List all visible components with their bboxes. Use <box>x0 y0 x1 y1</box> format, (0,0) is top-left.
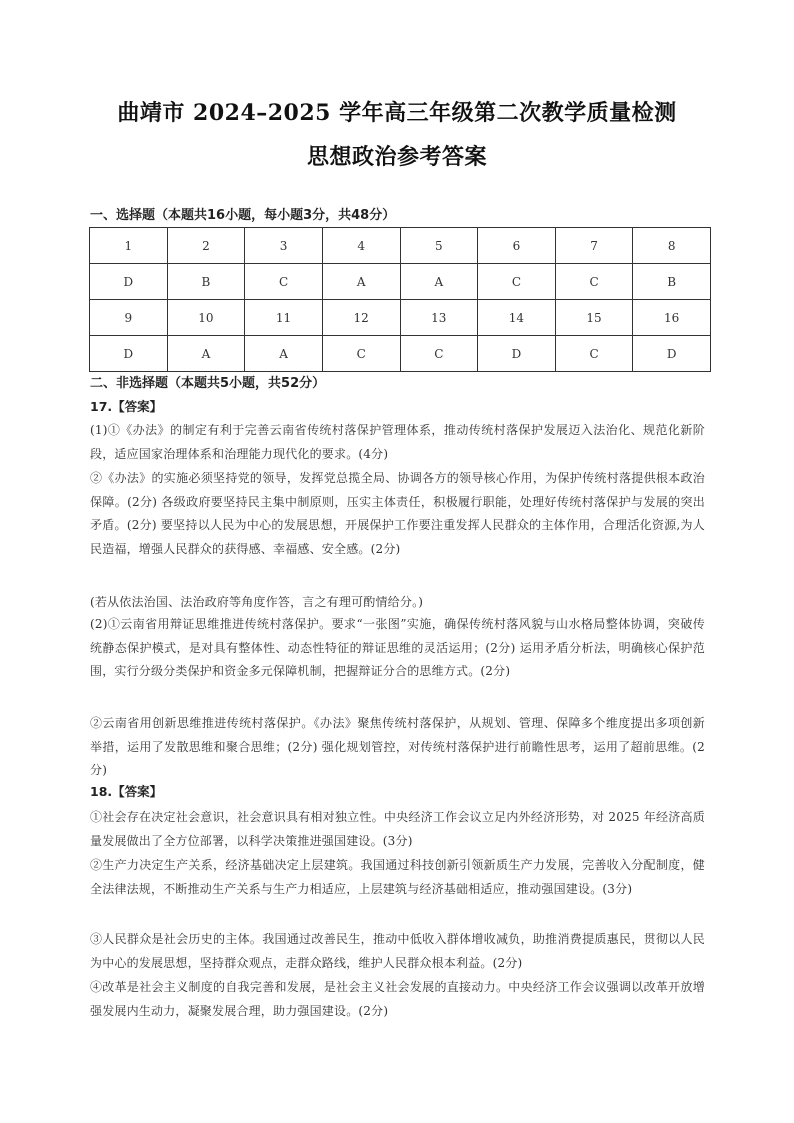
table-cell: A <box>245 336 323 372</box>
q17-answer-p5: ②云南省用创新思维推进传统村落保护。《办法》聚焦传统村落保护，从规划、管理、保障多个维度提出多项创新举措，运用了发散思维和聚合思维；(2分) 强化规划管控，对传统村落保护进行前瞻性思考，运用了超前思维。(2分) <box>90 716 705 778</box>
section-heading-nonchoice: 二、非选择题（本题共5小题，共52分） <box>90 376 326 391</box>
table-cell: A <box>400 264 478 300</box>
table-cell: C <box>322 336 400 372</box>
table-cell: 11 <box>245 300 323 336</box>
table-row <box>90 336 711 372</box>
table-cell: A <box>167 336 245 372</box>
table-cell: 13 <box>400 300 478 336</box>
q17-answer-note: (若从依法治国、法治政府等角度作答，言之有理可酌情给分。) <box>90 595 424 609</box>
table-cell: 9 <box>90 300 168 336</box>
table-cell: C <box>400 336 478 372</box>
table-cell: 3 <box>245 228 323 264</box>
answer-table <box>89 227 711 372</box>
q18-answer-p2: ②生产力决定生产关系，经济基础决定上层建筑。我国通过科技创新引领新质生产力发展，完善收入分配制度，健全法律法规，不断推动生产关系与生产力相适应，上层建筑与经济基础相适应，推动强国建设。(3分) <box>90 858 705 896</box>
q17-answer-p4: (2)①云南省用辩证思维推进传统村落保护。要求“一张图”实施，确保传统村落风貌与山水格局整体协调，突破传统静态保护模式，是对具有整体性、动态性特征的辩证思维的灵活运用；(2分) 运用矛盾分析法，明确核心保护范围，实行分级分类保护和资金多元保障机制，把握辩证分合的思维方式。(2分) <box>90 617 705 679</box>
table-cell: 7 <box>555 228 633 264</box>
table-cell: 15 <box>555 300 633 336</box>
table-cell: D <box>90 336 168 372</box>
table-cell: 1 <box>90 228 168 264</box>
table-cell: 5 <box>400 228 478 264</box>
table-cell: C <box>478 264 556 300</box>
table-cell: 12 <box>322 300 400 336</box>
page-subtitle: 思想政治参考答案 <box>306 144 487 170</box>
q18-heading: 18.【答案】 <box>90 784 163 799</box>
table-cell: 8 <box>633 228 711 264</box>
table-cell: C <box>245 264 323 300</box>
page-title: 曲靖市 2024–2025 学年高三年级第二次教学质量检测 <box>117 100 677 126</box>
table-cell: C <box>555 336 633 372</box>
table-cell: 4 <box>322 228 400 264</box>
table-cell: 10 <box>167 300 245 336</box>
table-cell: 14 <box>478 300 556 336</box>
table-cell: B <box>633 264 711 300</box>
table-cell: 16 <box>633 300 711 336</box>
table-cell: D <box>633 336 711 372</box>
table-row <box>90 228 711 264</box>
q17-answer-p2: ②《办法》的实施必须坚持党的领导，发挥党总揽全局、协调各方的领导核心作用，为保护传统村落提供根本政治保障。(2分) 各级政府要坚持民主集中制原则，压实主体责任，积极履行职能，处理好传统村落保护与发展的突出矛盾。(2分) 要坚持以人民为中心的发展思想，开展保护工作要注重发挥人民群众的主体作用，合理活化资源,为人民造福，增强人民群众的获得感、幸福感、安全感。(2分) <box>90 471 705 556</box>
q17-heading: 17.【答案】 <box>90 399 163 414</box>
table-cell: A <box>322 264 400 300</box>
q18-answer-p4: ④改革是社会主义制度的自我完善和发展，是社会主义社会发展的直接动力。中央经济工作会议强调以改革开放增强发展内生动力，凝聚发展合理，助力强国建设。(2分) <box>90 980 705 1018</box>
q17-answer-p1: (1)①《办法》的制定有利于完善云南省传统村落保护管理体系，推动传统村落保护发展迈入法治化、规范化新阶段，适应国家治理体系和治理能力现代化的要求。(4分) <box>90 423 705 461</box>
table-row <box>90 264 711 300</box>
q18-answer-p3: ③人民群众是社会历史的主体。我国通过改善民生，推动中低收入群体增收减负，助推消费提质惠民，贯彻以人民为中心的发展思想，坚持群众观点，走群众路线，维护人民群众根本利益。(2分) <box>90 932 705 970</box>
table-cell: D <box>90 264 168 300</box>
q18-answer-p1: ①社会存在决定社会意识，社会意识具有相对独立性。中央经济工作会议立足内外经济形势，对 2025 年经济高质量发展做出了全方位部署，以科学决策推进强国建设。(3分) <box>90 810 705 848</box>
table-row <box>90 300 711 336</box>
table-cell: 2 <box>167 228 245 264</box>
table-cell: D <box>478 336 556 372</box>
table-cell: C <box>555 264 633 300</box>
section-heading-choice: 一、选择题（本题共16小题，每小题3分，共48分） <box>90 208 396 223</box>
table-cell: B <box>167 264 245 300</box>
table-cell: 6 <box>478 228 556 264</box>
